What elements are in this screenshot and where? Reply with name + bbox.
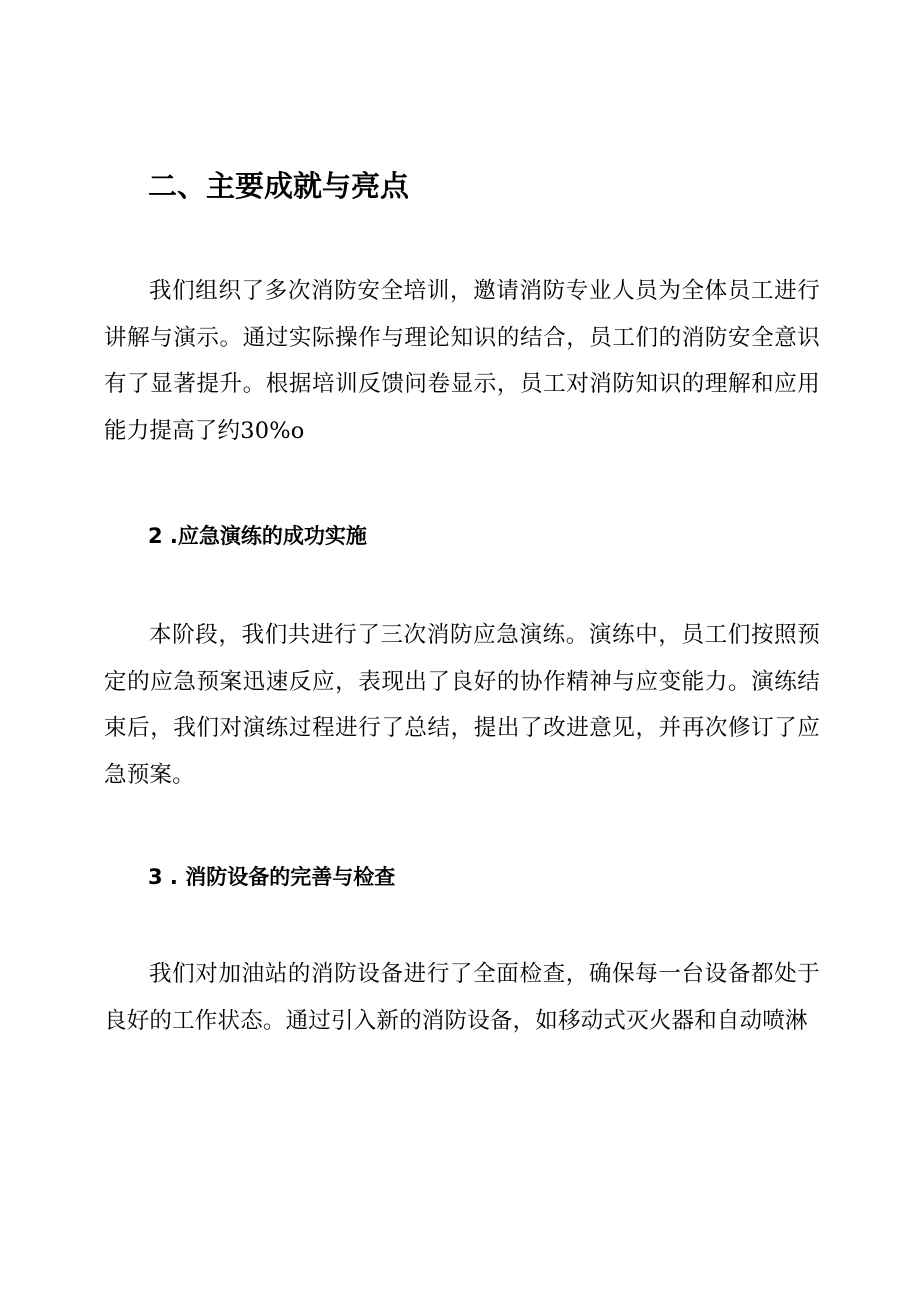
paragraph-training: 我们组织了多次消防安全培训，邀请消防专业人员为全体员工进行讲解与演示。通过实际操作与理论知识的结合，员工们的消防安全意识有了显著提升。根据培训反馈问卷显示，员工对消防知识的理解和应用能力提高了约30%o bbox=[104, 278, 820, 444]
paragraph-fire-equipment: 我们对加油站的消防设备进行了全面检查，确保每一台设备都处于良好的工作状态。通过引入新的消防设备，如移动式灭火器和自动喷淋 bbox=[104, 961, 820, 1034]
subheading-fire-equipment: 3 . 消防设备的完善与检查 bbox=[148, 865, 396, 889]
paragraph-emergency-drill: 本阶段，我们共进行了三次消防应急演练。演练中，员工们按照预定的应急预案迅速反应，表现出了良好的协作精神与应变能力。演练结束后，我们对演练过程进行了总结，提出了改进意见，并再次修订了应急预案。 bbox=[104, 622, 820, 788]
section-title: 二、主要成就与亮点 bbox=[148, 169, 410, 203]
subheading-emergency-drill: 2 .应急演练的成功实施 bbox=[148, 524, 367, 548]
